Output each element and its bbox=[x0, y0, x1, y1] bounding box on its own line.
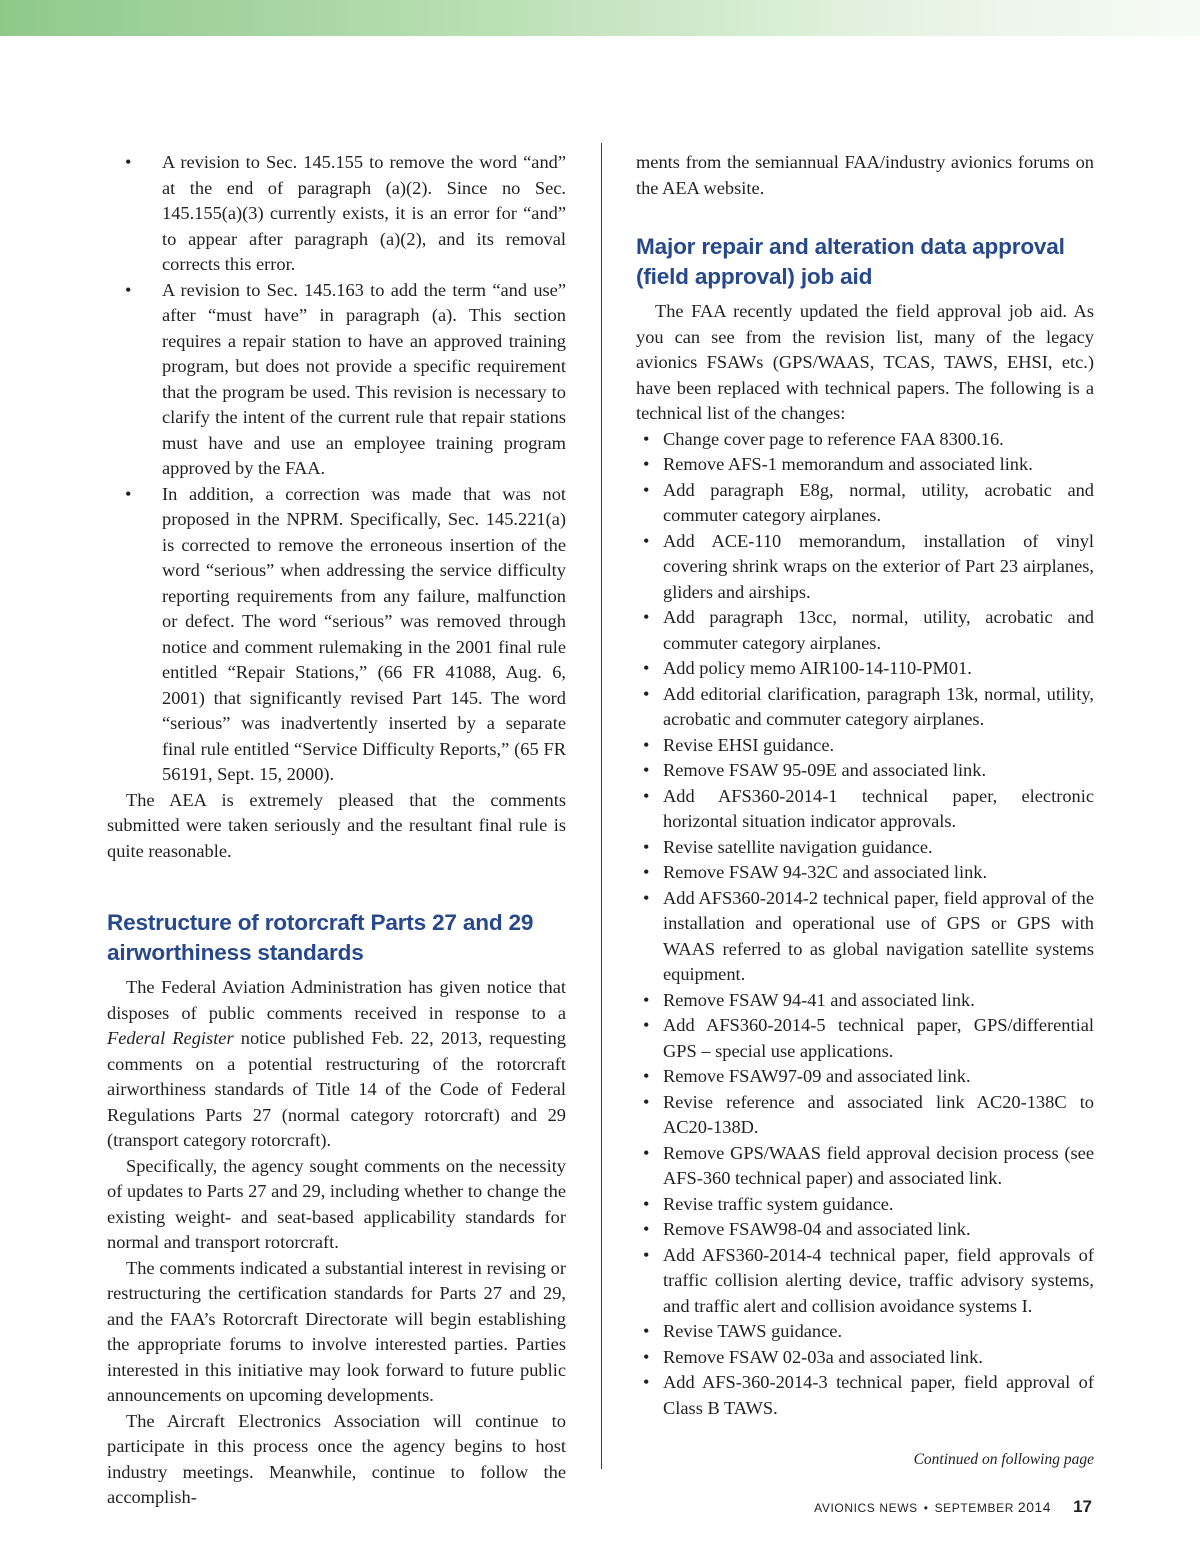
list-item: • Remove FSAW 95-09E and associated link. bbox=[636, 758, 1094, 784]
issue-month: SEPTEMBER bbox=[934, 1501, 1014, 1515]
list-item: • Revise reference and associated link AC20-138C to AC20-138D. bbox=[636, 1090, 1094, 1141]
list-item: • In addition, a correction was made that was not proposed in the NPRM. Specifically, Sec. 145.221(a) is corrected to remove the erroneous insertion of the word “serious” when addressing the service difficulty reporting requirements from any failure, malfunction or defect. The word “serious” was removed through notice and comment rulemaking in the 2001 final rule entitled “Repair Stations,” (66 FR 41088, Aug. 6, 2001) that significantly revised Part 145. The word “serious” was inadvertently inserted by a separate final rule entitled “Service Difficulty Reports,” (65 FR 56191, Sept. 15, 2000). bbox=[107, 482, 566, 788]
list-item: • Add paragraph E8g, normal, utility, acrobatic and commuter category airplanes. bbox=[636, 478, 1094, 529]
page-number: 17 bbox=[1073, 1497, 1092, 1516]
list-item: • Remove FSAW 94-41 and associated link. bbox=[636, 988, 1094, 1014]
changes-list bbox=[636, 427, 1094, 1422]
paragraph-text: notice published Feb. 22, 2013, requesting comments on a potential restructuring of the rotorcraft airworthiness standards of Title 14 of the Code of Federal Regulations Parts 27 (normal category rotorcraft) and 29 (transport category rotorcraft). bbox=[107, 1028, 566, 1150]
list-item: • Remove FSAW 94-32C and associated link. bbox=[636, 860, 1094, 886]
list-item: • Remove FSAW 02-03a and associated link. bbox=[636, 1345, 1094, 1371]
continued-note: Continued on following page bbox=[913, 1451, 1094, 1468]
rotorcraft-paragraph-1 bbox=[107, 975, 566, 1154]
publication-title: Federal Register bbox=[107, 1028, 234, 1048]
list-item: • A revision to Sec. 145.163 to add the term “and use” after “must have” in paragraph (a). This section requires a repair station to have an approved training program, but does not provide a specific requirement that the program be used. This revision is necessary to clarify the intent of the current rule that repair stations must have and use an employee training program approved by the FAA. bbox=[107, 278, 566, 482]
section-heading-field-approval: Major repair and alteration data approval (field approval) job aid bbox=[636, 234, 1065, 289]
list-item: • Revise traffic system guidance. bbox=[636, 1192, 1094, 1218]
list-item: • Remove AFS-1 memorandum and associated link. bbox=[636, 452, 1094, 478]
list-item: • Add AFS360-2014-5 technical paper, GPS/differential GPS – special use applications. bbox=[636, 1013, 1094, 1064]
column-divider bbox=[601, 143, 602, 1469]
list-item: • Revise TAWS guidance. bbox=[636, 1319, 1094, 1345]
list-item: • A revision to Sec. 145.155 to remove the word “and” at the end of paragraph (a)(2). Since no Sec. 145.155(a)(3) currently exists, it is an error for “and” to appear after paragraph (a)(2), and its removal corrects this error. bbox=[107, 150, 566, 278]
list-item: • Add policy memo AIR100-14-110-PM01. bbox=[636, 656, 1094, 682]
field-approval-intro: The FAA recently updated the field approval job aid. As you can see from the revision list, many of the legacy avionics FSAWs (GPS/WAAS, TCAS, TAWS, EHSI, etc.) have been replaced with technical papers. The following is a technical list of the changes: bbox=[636, 301, 1094, 423]
publication-name: AVIONICS NEWS bbox=[814, 1501, 918, 1515]
list-item: • Add paragraph 13cc, normal, utility, acrobatic and commuter category airplanes. bbox=[636, 605, 1094, 656]
continued-paragraph: ments from the semiannual FAA/industry avionics forums on the AEA website. bbox=[636, 152, 1094, 198]
list-item: • Add editorial clarification, paragraph 13k, normal, utility, acrobatic and commuter category airplanes. bbox=[636, 682, 1094, 733]
paragraph-text: The Federal Aviation Administration has given notice that disposes of public comments received in response to a bbox=[107, 977, 566, 1023]
section-heading-rotorcraft: Restructure of rotorcraft Parts 27 and 29 airworthiness standards bbox=[107, 910, 534, 965]
list-item: • Add ACE-110 memorandum, installation of vinyl covering shrink wraps on the exterior of Part 23 airplanes, gliders and airships. bbox=[636, 529, 1094, 606]
top-color-band bbox=[0, 0, 1200, 36]
issue-year: 2014 bbox=[1017, 1499, 1052, 1515]
list-item: • Revise satellite navigation guidance. bbox=[636, 835, 1094, 861]
list-item: • Remove GPS/WAAS field approval decision process (see AFS-360 technical paper) and associated link. bbox=[636, 1141, 1094, 1192]
separator-bullet: • bbox=[923, 1501, 929, 1515]
closing-paragraph: The AEA is extremely pleased that the comments submitted were taken seriously and the resultant final rule is quite reasonable. bbox=[107, 789, 566, 861]
right-column bbox=[636, 150, 1094, 1421]
left-column bbox=[107, 150, 566, 1511]
list-item: • Remove FSAW97-09 and associated link. bbox=[636, 1064, 1094, 1090]
list-item: • Revise EHSI guidance. bbox=[636, 733, 1094, 759]
rotorcraft-paragraph-3: The comments indicated a substantial interest in revising or restructuring the certification standards for Parts 27 and 29, and the FAA’s Rotorcraft Directorate will begin establishing the appropriate forums to involve interested parties. Parties interested in this initiative may look forward to future public announcements on upcoming developments. bbox=[107, 1257, 566, 1405]
list-item: • Add AFS360-2014-1 technical paper, electronic horizontal situation indicator approvals. bbox=[636, 784, 1094, 835]
list-item: • Add AFS360-2014-4 technical paper, field approvals of traffic collision alerting device, traffic advisory systems, and traffic alert and collision avoidance systems I. bbox=[636, 1243, 1094, 1320]
list-item: • Remove FSAW98-04 and associated link. bbox=[636, 1217, 1094, 1243]
list-item: • Change cover page to reference FAA 8300.16. bbox=[636, 427, 1094, 453]
rotorcraft-paragraph-2: Specifically, the agency sought comments on the necessity of updates to Parts 27 and 29, including whether to change the existing weight- and seat-based applicability standards for normal and transport rotorcraft. bbox=[107, 1155, 566, 1252]
page-footer bbox=[814, 1497, 1092, 1517]
rule-revisions-list bbox=[107, 150, 566, 788]
list-item: • Add AFS-360-2014-3 technical paper, field approval of Class B TAWS. bbox=[636, 1370, 1094, 1421]
list-item: • Add AFS360-2014-2 technical paper, field approval of the installation and operational use of GPS or GPS with WAAS referred to as global navigation satellite systems equipment. bbox=[636, 886, 1094, 988]
rotorcraft-paragraph-4: The Aircraft Electronics Association will continue to participate in this process once the agency begins to host industry meetings. Meanwhile, continue to follow the accomplish- bbox=[107, 1410, 566, 1507]
